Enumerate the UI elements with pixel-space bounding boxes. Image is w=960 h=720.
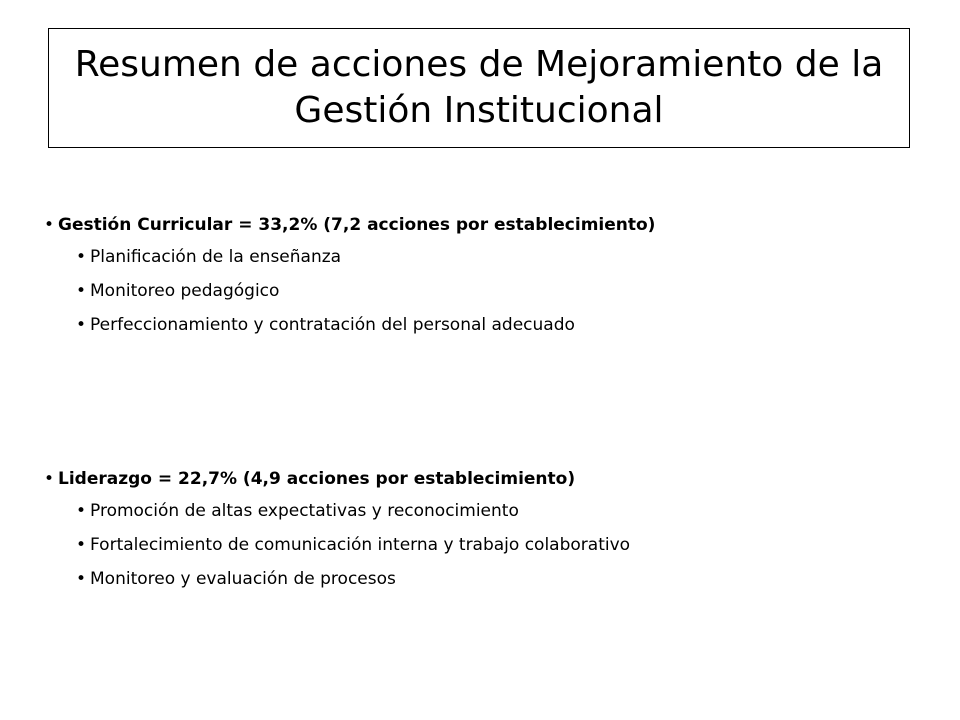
list-item	[44, 274, 655, 308]
list-item	[44, 240, 655, 274]
section-heading: Liderazgo = 22,7% (4,9 acciones por establecimiento)	[58, 469, 576, 489]
list-item-text: Monitoreo y evaluación de procesos	[90, 569, 396, 589]
section-gestion-curricular	[44, 210, 655, 342]
section-liderazgo	[44, 464, 630, 596]
bullet-icon: •	[76, 247, 87, 267]
title-line-1: Resumen de acciones de Mejoramiento de la	[74, 44, 884, 85]
list-item-heading	[44, 210, 655, 240]
list-item-heading	[44, 464, 630, 494]
bullet-icon: •	[76, 501, 87, 521]
bullet-icon: •	[76, 281, 87, 301]
list-item	[44, 562, 630, 596]
bullet-icon: •	[76, 315, 87, 335]
list-item	[44, 528, 630, 562]
list-item-text: Perfeccionamiento y contratación del personal adecuado	[90, 315, 575, 335]
bullet-icon: •	[44, 469, 55, 489]
bullet-icon: •	[76, 569, 87, 589]
list-item	[44, 494, 630, 528]
list-item-text: Monitoreo pedagógico	[90, 281, 280, 301]
list-item-text: Planificación de la enseñanza	[90, 247, 342, 267]
list-item-text: Fortalecimiento de comunicación interna y trabajo colaborativo	[90, 535, 631, 555]
list-item-text: Promoción de altas expectativas y reconocimiento	[90, 501, 519, 521]
title-box	[48, 28, 910, 148]
title-line-2: Gestión Institucional	[294, 90, 664, 131]
bullet-icon: •	[76, 535, 87, 555]
bullet-icon: •	[44, 215, 55, 235]
section-heading: Gestión Curricular = 33,2% (7,2 acciones por establecimiento)	[58, 215, 656, 235]
list-item	[44, 308, 655, 342]
